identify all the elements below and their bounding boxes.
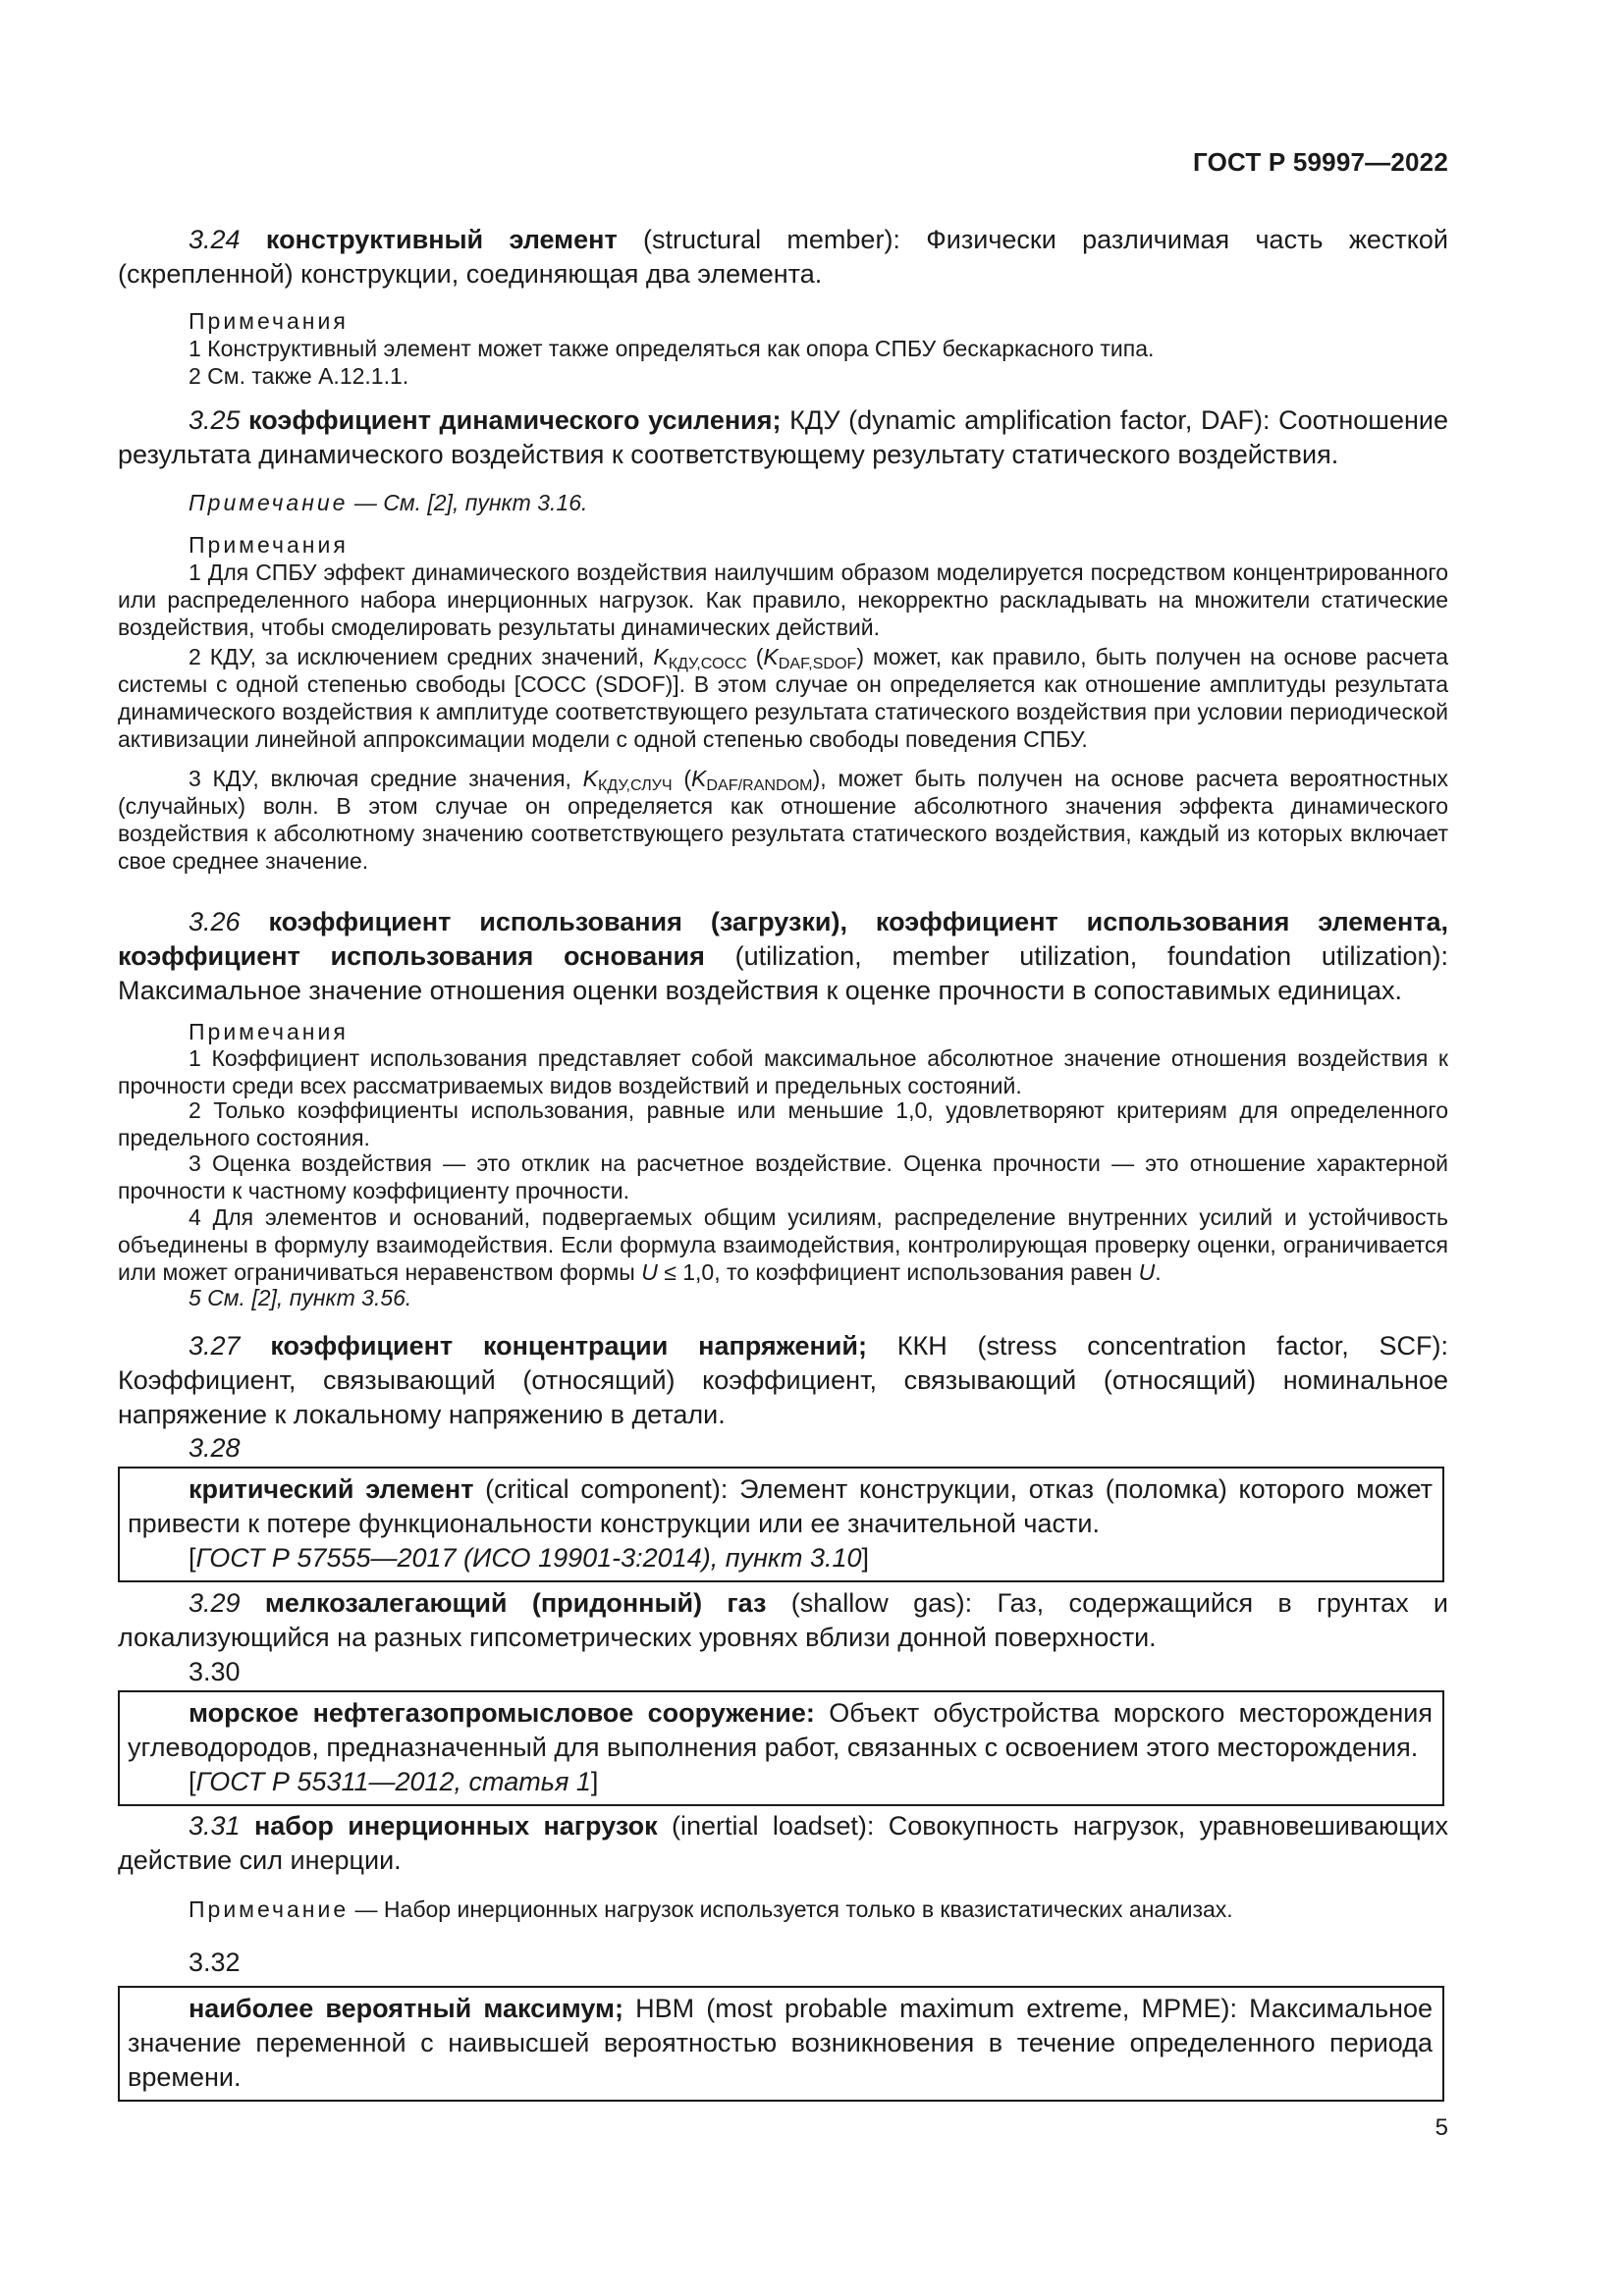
page-number: 5 — [1435, 2114, 1448, 2141]
term-3-29 — [118, 1586, 1448, 1655]
term-name: коэффициент динамического усиления; — [248, 405, 782, 435]
note-label: Примечание — [189, 1896, 350, 1922]
term-name: критический элемент — [189, 1474, 474, 1504]
term-number: 3.31 — [189, 1811, 241, 1841]
symbol-k: K — [653, 644, 669, 669]
term-3-30 — [128, 1696, 1433, 1765]
symbol-subscript: КДУ,СОСС — [668, 655, 747, 673]
term-number-3-30: 3.30 — [189, 1657, 241, 1686]
symbol-u: U — [641, 1259, 658, 1285]
term-3-24 — [118, 223, 1448, 292]
note-2: 2 См. также А.12.1.1. — [189, 363, 409, 389]
term-3-32-box — [118, 1986, 1444, 2102]
note-3 — [118, 765, 1448, 875]
symbol-u: U — [1138, 1259, 1156, 1285]
symbol-k: K — [763, 644, 779, 669]
document-header: ГОСТ Р 59997—2022 — [1193, 147, 1448, 177]
note-text: 2 КДУ, за исключением средних значений, — [189, 644, 654, 669]
term-name: набор инерционных нагрузок — [253, 1811, 658, 1841]
note-4 — [118, 1203, 1448, 1286]
term-definition: (shallow gas): Газ, содержащийся в грунтах и локализующийся на разных гипсометрических уровнях вблизи донной поверхности. — [118, 1588, 1448, 1652]
term-number-3-28: 3.28 — [189, 1433, 241, 1463]
term-name: мелкозалегающий (придонный) газ — [264, 1588, 767, 1618]
notes-label: Примечания — [189, 1019, 349, 1044]
note-text: ), может быть получен на основе расчета вероятностных (случайных) волн. В этом случае он определяется как отношение абсолютного значения эффекта динамического воздействия к абсолютному значению соответствующего результата статического воздействия, каждый из которых включает свое среднее значение. — [118, 766, 1448, 874]
term-number: 3.29 — [189, 1588, 241, 1618]
note-text: ) может, как правило, быть получен на основе расчета системы с одной степенью свободы [СОСС (SDOF)]. В этом случае он определяется как отношение амплитуды результата динамического воздействия к амплитуде соответствующего результата статического воздействия при условии периодической активизации линейной аппроксимации модели с одной степенью свободы поведения СПБУ. — [118, 644, 1448, 752]
note-2 — [118, 643, 1448, 753]
term-name: конструктивный элемент — [265, 225, 618, 254]
term-3-31 — [118, 1809, 1448, 1878]
term-definition: НВМ (most probable maximum extreme, MPME): Максимальное значение переменной с наивысшей вероятностью возникновения в течение определенного периода времени. — [128, 1994, 1433, 2092]
term-source: [ГОСТ Р 55311—2012, статья 1] — [189, 1767, 599, 1796]
note-text: 5 См. [2], пункт 3.56. — [189, 1285, 412, 1310]
term-number: 3.27 — [189, 1331, 241, 1361]
source-reference: ГОСТ Р 57555—2017 (ИСО 19901-3:2014), пункт 3.10 — [195, 1543, 862, 1573]
term-name: морское нефтегазопромысловое сооружение: — [189, 1698, 815, 1728]
symbol-subscript: DAF/RANDOM — [706, 776, 813, 795]
term-name: коэффициент использования (загрузки), коэффициент использования элемента, коэффициент использования основания — [118, 907, 1448, 971]
term-number: 3.26 — [189, 907, 241, 936]
note-3: 3 Оценка воздействия — это отклик на расчетное воздействие. Оценка прочности — это отношение характерной прочности к частному коэффициенту прочности. — [118, 1150, 1448, 1203]
symbol-k: K — [691, 766, 707, 791]
term-definition: Объект обустройства морского месторождения углеводородов, предназначенный для выполнения работ, связанных с освоением этого месторождения. — [128, 1698, 1434, 1762]
note-1: 1 Коэффициент использования представляет собой максимальное абсолютное значение отношения воздействия к прочности среди всех рассматриваемых видов воздействий и предельных состояний. — [118, 1045, 1448, 1098]
term-3-28-box — [118, 1467, 1444, 1582]
note-text: 4 Для элементов и оснований, подвергаемых общим усилиям, распределение внутренних усилий и устойчивость объединены в формулу взаимодействия. Если формула взаимодействия, контролирующая проверку оценки, ограничивается или может ограничиваться неравенством формы — [118, 1204, 1448, 1285]
note-text: ( — [672, 766, 692, 791]
term-definition: (critical component): Элемент конструкции, отказ (поломка) которого может привести к потере функциональности конструкции или ее значительной части. — [128, 1474, 1434, 1538]
note-1: 1 Для СПБУ эффект динамического воздействия наилучшим образом моделируется посредством концентрированного или распределенного набора инерционных нагрузок. Как правило, некорректно раскладывать на множители статические воздействия, чтобы смоделировать результаты динамических действий. — [118, 560, 1448, 640]
term-number-3-32: 3.32 — [189, 1948, 241, 1977]
note-label: Примечание — [189, 490, 349, 515]
note-single — [118, 489, 1448, 516]
note-2: 2 Только коэффициенты использования, равные или меньшие 1,0, удовлетворяют критериям для определенного предельного состояния. — [118, 1097, 1448, 1150]
term-definition: (utilization, member utilization, foundation utilization): Максимальное значение отношения оценки воздействия к оценке прочности в сопоставимых единицах. — [118, 941, 1448, 1005]
term-definition: КДУ (dynamic amplification factor, DAF): Соотношение результата динамического воздействия к соответствующему результату статического воздействия. — [118, 405, 1448, 469]
term-3-28 — [128, 1472, 1433, 1541]
note-text: — См. [2], пункт 3.16. — [348, 490, 588, 515]
term-3-26 — [118, 905, 1448, 1008]
term-definition: (inertial loadset): Совокупность нагрузок, уравновешивающих действие сил инерции. — [118, 1811, 1448, 1875]
term-number: 3.24 — [189, 225, 241, 254]
term-3-27 — [118, 1329, 1448, 1432]
term-definition: (structural member): Физически различимая часть жесткой (скрепленной) конструкции, соединяющая два элемента. — [118, 225, 1448, 289]
term-number: 3.25 — [189, 405, 241, 435]
term-name: коэффициент концентрации напряжений; — [270, 1331, 867, 1361]
symbol-subscript: КДУ,СЛУЧ — [598, 776, 673, 795]
term-source: [ГОСТ Р 57555—2017 (ИСО 19901-3:2014), пункт 3.10] — [189, 1543, 870, 1573]
note-text: . — [1155, 1259, 1162, 1285]
note-1: 1 Конструктивный элемент может также определяться как опора СПБУ бескаркасного типа. — [189, 336, 1155, 361]
term-name: наиболее вероятный максимум; — [189, 1994, 624, 2023]
notes-label: Примечания — [189, 532, 349, 558]
note-text: — Набор инерционных нагрузок используется только в квазистатических анализах. — [349, 1896, 1233, 1922]
term-definition: ККН (stress concentration factor, SCF): Коэффициент, связывающий (относящий) коэффициент, связывающий (относящий) номинальное напряжение к локальному напряжению в детали. — [118, 1331, 1448, 1429]
notes-label: Примечания — [189, 308, 349, 334]
source-reference: ГОСТ Р 55311—2012, статья 1 — [195, 1767, 591, 1796]
symbol-k: K — [582, 766, 599, 791]
note-5 — [118, 1284, 1448, 1311]
symbol-subscript: DAF,SDOF — [778, 655, 857, 673]
term-3-32 — [128, 1992, 1433, 2095]
note-text: ( — [746, 644, 764, 669]
note-text: ≤ 1,0, то коэффициент использования равен — [657, 1259, 1139, 1285]
term-3-25 — [118, 403, 1448, 472]
note-text: 3 КДУ, включая средние значения, — [189, 766, 583, 791]
note-single — [118, 1896, 1448, 1923]
term-3-30-box — [118, 1690, 1444, 1806]
